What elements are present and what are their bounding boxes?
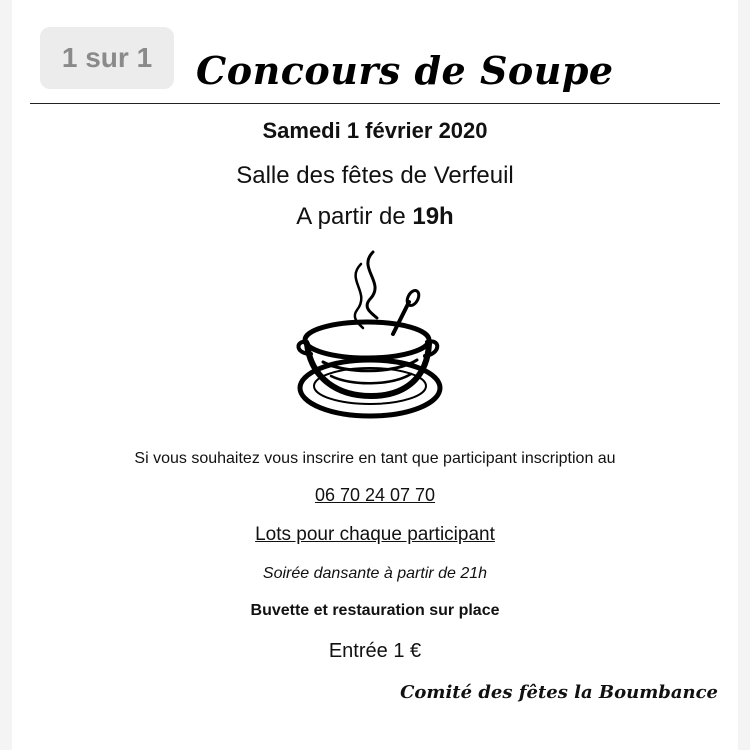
- buvette-text: Buvette et restauration sur place: [250, 602, 500, 619]
- organizer-signature: Comité des fêtes la Boumbance: [400, 682, 718, 703]
- entry-price: Entrée 1 €: [328, 640, 422, 662]
- soup-bowl-icon: [275, 240, 475, 430]
- prizes-text: Lots pour chaque participant: [255, 524, 495, 545]
- dance-text: Soirée dansante à partir de 21h: [262, 565, 488, 582]
- title-divider: [30, 103, 720, 104]
- event-date: Samedi 1 février 2020: [262, 118, 488, 143]
- flyer-title: Concours de Soupe: [196, 48, 614, 93]
- signup-phone: 06 70 24 07 70: [314, 485, 436, 505]
- event-time-prefix: A partir de: [296, 203, 406, 230]
- event-venue: Salle des fêtes de Verfeuil: [236, 162, 514, 189]
- event-time-value: 19h: [412, 203, 454, 230]
- page-counter-badge: 1 sur 1: [40, 27, 174, 89]
- signup-text: Si vous souhaitez vous inscrire en tant que participant inscription au: [134, 450, 616, 467]
- event-time: [0, 203, 750, 231]
